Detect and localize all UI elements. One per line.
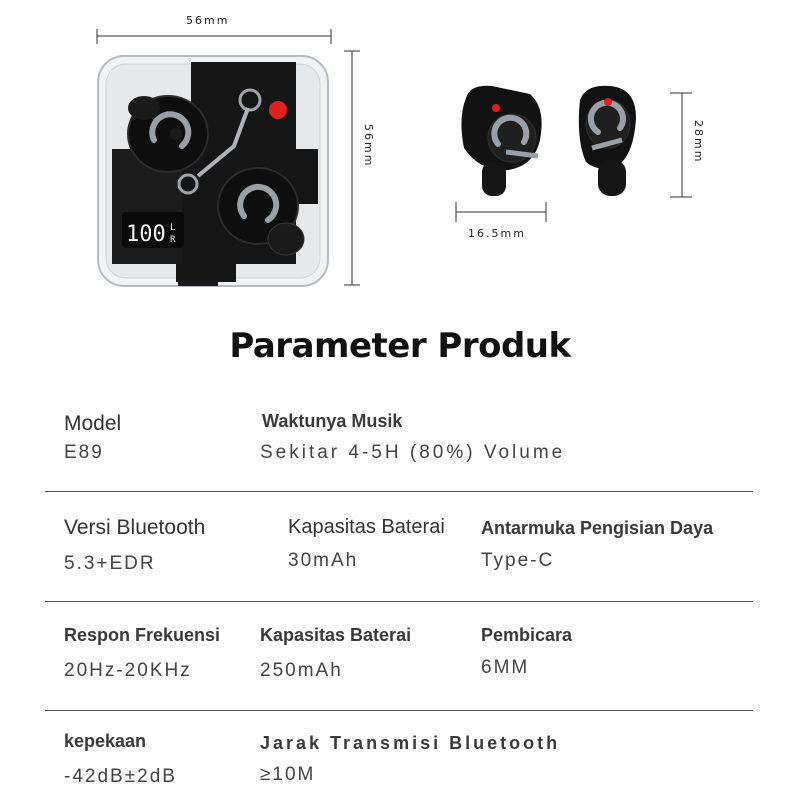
spec-label-sensitivity: kepekaan: [64, 731, 147, 751]
case-display-digits: 100: [126, 222, 166, 247]
spec-label-earbud-battery: Kapasitas Baterai: [288, 516, 445, 538]
case-height-dimension-line: [340, 48, 360, 288]
spec-value-bluetooth-version: 5.3+EDR: [64, 553, 156, 574]
spec-label-music-time: Waktunya Musik: [262, 411, 403, 431]
spec-label-case-battery: Kapasitas Baterai: [260, 625, 412, 645]
spec-label-frequency-response: Respon Frekuensi: [64, 625, 221, 645]
spec-value-speaker: 6MM: [481, 657, 530, 678]
spec-value-frequency-response: 20Hz-20KHz: [64, 660, 192, 681]
spec-value-bt-range: ≥10M: [260, 764, 316, 785]
earbud-height-dimension-line: [668, 90, 692, 200]
divider-2: [45, 601, 753, 602]
case-height-label: 56mm: [362, 124, 375, 168]
spec-value-charging-port: Type-C: [481, 550, 555, 571]
charging-case-image: [96, 54, 330, 288]
earbuds-image: [450, 78, 650, 202]
page-title: Parameter Produk: [229, 326, 571, 366]
spec-value-sensitivity: -42dB±2dB: [64, 766, 177, 787]
spec-value-case-battery: 250mAh: [260, 660, 343, 681]
spec-value-music-time: Sekitar 4-5H (80%) Volume: [260, 442, 566, 463]
spec-label-speaker: Pembicara: [481, 625, 573, 645]
spec-label-model: Model: [64, 412, 122, 435]
earbud-height-label: 28mm: [692, 120, 705, 164]
case-display-lr-top: L: [170, 223, 176, 233]
spec-label-bt-range: Jarak Transmisi Bluetooth: [260, 733, 561, 753]
divider-3: [45, 710, 753, 711]
spec-label-bluetooth-version: Versi Bluetooth: [64, 516, 206, 539]
earbud-width-label: 16.5mm: [468, 227, 526, 240]
spec-value-earbud-battery: 30mAh: [288, 550, 359, 571]
case-width-label: 56mm: [186, 14, 230, 27]
spec-label-charging-port: Antarmuka Pengisian Daya: [481, 518, 714, 538]
spec-value-model: E89: [64, 442, 104, 463]
case-display-lr-bottom: R: [170, 235, 176, 245]
case-width-dimension-line: [94, 28, 334, 48]
divider-1: [45, 491, 753, 492]
earbud-width-dimension-line: [453, 200, 549, 224]
